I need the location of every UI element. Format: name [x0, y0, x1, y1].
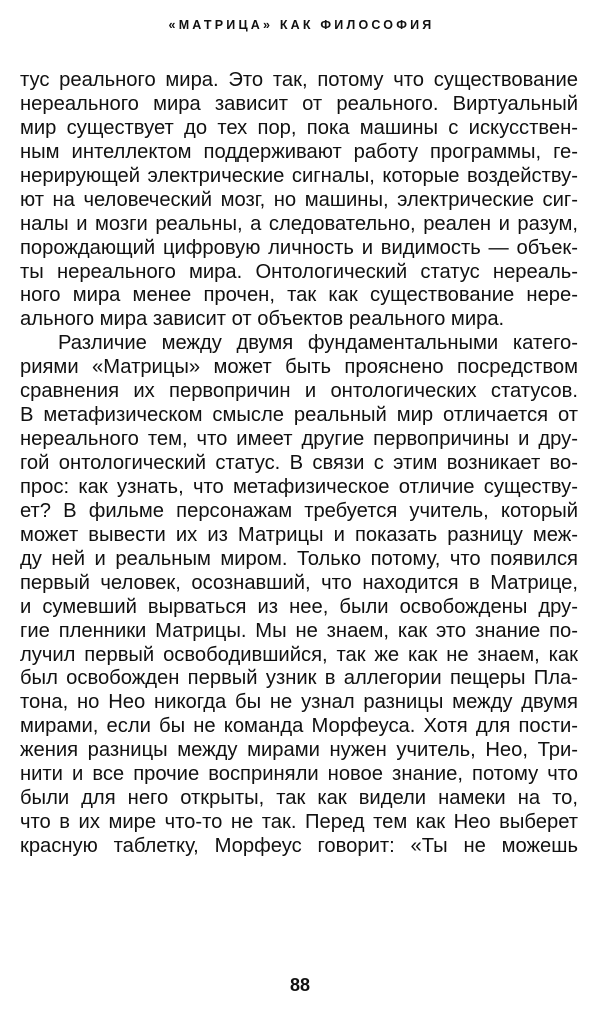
- text-line: что в их мире что-то не так. Перед тем как Нео выберет: [20, 811, 578, 834]
- text-line: [20, 883, 578, 907]
- text-line: нереального мира зависит от реального. Виртуальный: [20, 92, 578, 115]
- text-line: ют на человеческий мозг, но машины, электрические сиг-: [20, 188, 578, 211]
- text-line: первый человек, осознавший, что находится в Матрице,: [20, 571, 578, 594]
- text-line: ного мира менее прочен, так как существование нере-: [20, 284, 578, 307]
- text-line: красную таблетку, Морфеус говорит: «Ты не можешь: [20, 835, 578, 857]
- text-line: и сумевший вырваться из нее, были освобождены дру-: [20, 595, 578, 618]
- text-line: В метафизическом смысле реальный мир отличается от: [20, 404, 578, 427]
- text-line: лучил первый освободившийся, так же как не знаем, как: [20, 643, 578, 666]
- text-line: мир существует до тех пор, пока машины с искусствен-: [20, 116, 578, 139]
- text-line: [20, 907, 578, 931]
- text-line: был освобожден первый узник в аллегории пещеры Пла-: [20, 667, 578, 690]
- text-line: [20, 859, 578, 883]
- page-number: 88: [289, 975, 311, 995]
- text-line: риями «Матрицы» может быть прояснено посредством: [20, 356, 578, 379]
- text-line: нереального тем, что имеет другие первопричины и дру-: [20, 428, 578, 451]
- text-line: ты нереального мира. Онтологический статус нереаль-: [20, 260, 578, 283]
- text-line: мирами, если бы не команда Морфеуса. Хотя для пости-: [20, 715, 578, 738]
- text-line: тус реального мира. Это так, потому что существование: [20, 69, 578, 91]
- text-line: гой онтологический статус. В связи с этим возникает во-: [20, 452, 578, 474]
- paragraph-2: [20, 332, 578, 930]
- text-line: порождающий цифровую личность и видимость — объек-: [20, 236, 578, 259]
- running-head: «МАТРИЦА» КАК ФИЛОСОФИЯ: [168, 18, 435, 32]
- text-line: были для него открыты, так как видели намеки на то,: [20, 787, 578, 810]
- body-text: [20, 69, 578, 931]
- text-line: ным интеллектом поддерживают работу программы, ге-: [20, 140, 578, 163]
- text-line: сравнения их первопричин и онтологических статусов.: [20, 380, 578, 403]
- text-line: тона, но Нео никогда бы не узнал разницы между двумя: [20, 691, 578, 714]
- text-line: ет? В фильме персонажам требуется учитель, который: [20, 499, 578, 522]
- text-line: ду ней и реальным миром. Только потому, что появился: [20, 547, 578, 570]
- text-line: нерирующей электрические сигналы, которые воздейству-: [20, 164, 578, 187]
- text-line: может вывести их из Матрицы и показать разницу меж-: [20, 523, 578, 546]
- text-line: налы и мозги реальны, а следовательно, реален и разум,: [20, 212, 578, 235]
- text-line: прос: как узнать, что метафизическое отличие существу-: [20, 475, 578, 498]
- text-line: Различие между двумя фундаментальными катего-: [58, 332, 578, 355]
- text-line: гие пленники Матрицы. Мы не знаем, как это знание по-: [20, 619, 578, 642]
- text-line: жения разницы между мирами нужен учитель, Нео, Три-: [20, 739, 578, 762]
- text-line: нити и все прочие восприняли новое знание, потому что: [20, 763, 578, 786]
- text-line: ального мира зависит от объектов реального мира.: [20, 308, 505, 331]
- paragraph-1: [20, 69, 578, 332]
